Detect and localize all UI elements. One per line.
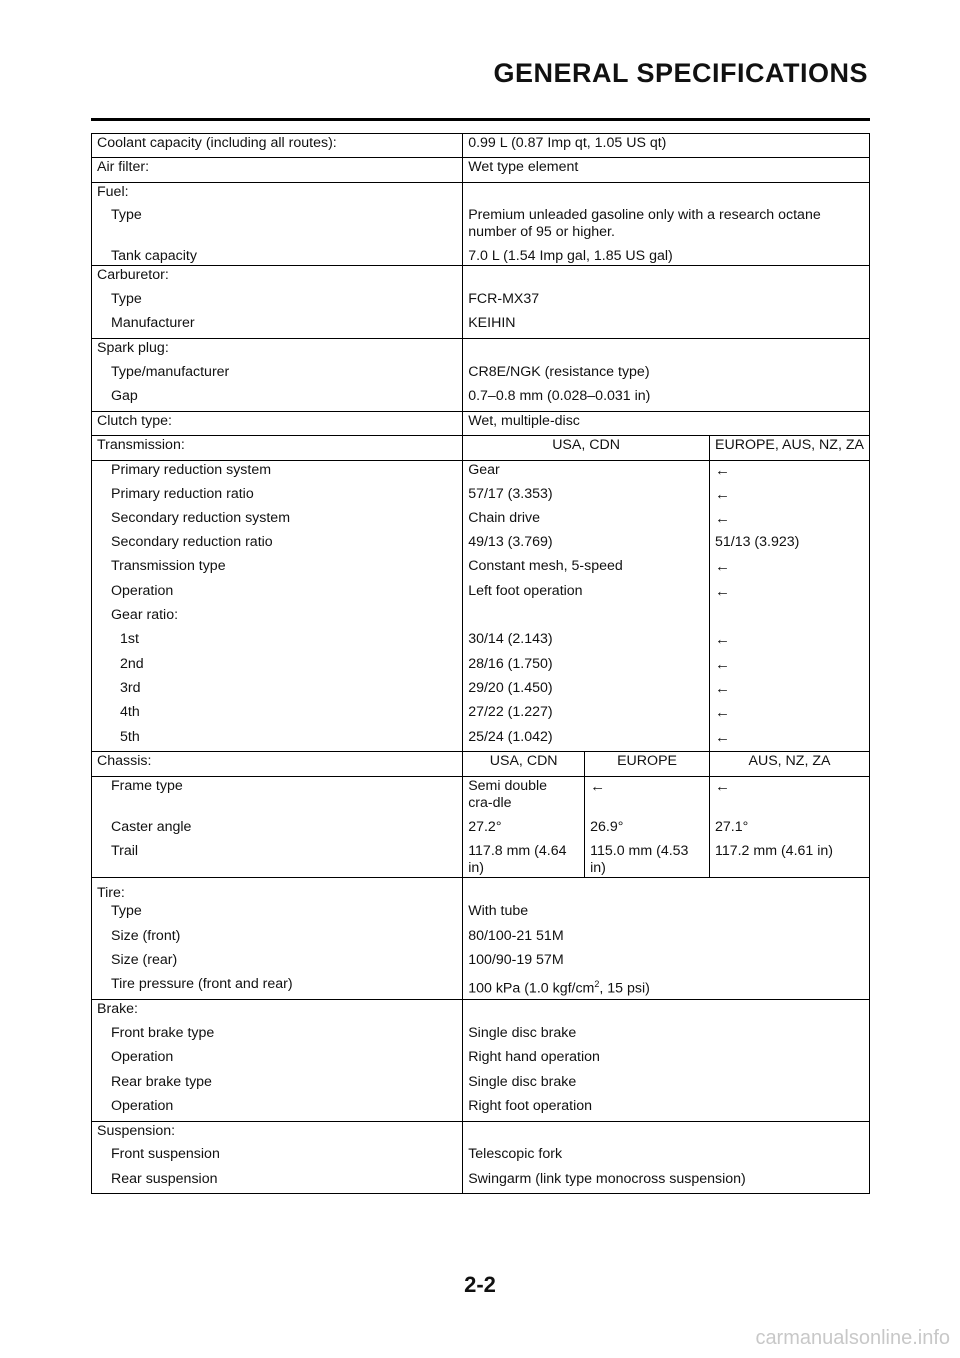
- chassis-item-label: Caster angle: [92, 812, 463, 836]
- brake-item-value: Single disc brake: [468, 1073, 577, 1090]
- gear-usa: 30/14 (2.143): [463, 630, 710, 654]
- suspension-item-value: Swingarm (link type monocross suspension): [468, 1170, 746, 1187]
- spark-plug-section: [92, 339, 870, 412]
- chassis-item-aus: 27.1°: [714, 818, 749, 835]
- gear-usa: 29/20 (1.450): [463, 679, 710, 703]
- gear-europe: ←: [714, 728, 730, 746]
- tire-pressure-tail: , 15 psi): [599, 981, 650, 998]
- gear-usa: 25/24 (1.042): [463, 728, 710, 752]
- suspension-item-label: Front suspension: [92, 1145, 463, 1169]
- carburetor-type-label: Type: [92, 290, 463, 314]
- tire-label: Tire:: [92, 878, 463, 903]
- tire-item-value: With tube: [468, 903, 529, 920]
- transmission-col-europe: EUROPE, AUS, NZ, ZA: [714, 437, 864, 454]
- chassis-item-usa: Semi double cra-dle: [463, 776, 585, 812]
- gear-label: 5th: [92, 728, 463, 752]
- spec-table: [91, 133, 870, 1194]
- watermark: carmanualsonline.info: [755, 1327, 950, 1349]
- trans-item-label: Primary reduction ratio: [92, 485, 463, 509]
- transmission-section: [92, 436, 870, 752]
- carburetor-section: [92, 266, 870, 339]
- trans-item-usa: Constant mesh, 5-speed: [463, 557, 710, 581]
- gear-label: 1st: [92, 630, 463, 654]
- tire-pressure-superscript: 2: [594, 979, 600, 990]
- gear-europe: ←: [714, 704, 730, 722]
- fuel-type-label: Type: [92, 206, 463, 241]
- title-rule: [91, 118, 870, 121]
- trans-item-usa: Gear: [463, 460, 710, 484]
- page-title: GENERAL SPECIFICATIONS: [493, 58, 868, 88]
- gear-europe: ←: [714, 679, 730, 697]
- trans-item-europe: 51/13 (3.923): [714, 534, 800, 551]
- trans-item-label: Gear ratio:: [92, 606, 463, 630]
- suspension-section: [92, 1121, 870, 1194]
- gear-label: 2nd: [92, 655, 463, 679]
- clutch-value: Wet, multiple-disc: [468, 413, 580, 430]
- spark-plug-type-value: CR8E/NGK (resistance type): [468, 364, 650, 381]
- suspension-label: Suspension:: [92, 1121, 463, 1145]
- brake-item-label: Front brake type: [92, 1024, 463, 1048]
- suspension-item-label: Rear suspension: [92, 1170, 463, 1194]
- gear-usa: 28/16 (1.750): [463, 655, 710, 679]
- gear-europe: ←: [714, 655, 730, 673]
- trans-item-europe: ←: [714, 485, 730, 503]
- chassis-col-europe: EUROPE: [585, 752, 710, 776]
- coolant-label: Coolant capacity (including all routes):: [92, 134, 463, 158]
- trans-item-europe: ←: [714, 509, 730, 527]
- gear-europe: ←: [714, 631, 730, 649]
- transmission-col-usa: USA, CDN: [463, 436, 710, 460]
- trans-item-europe: ←: [714, 582, 730, 600]
- trans-item-europe: [709, 606, 869, 630]
- tire-section: [92, 878, 870, 1000]
- brake-item-value: Right hand operation: [468, 1049, 600, 1066]
- chassis-item-usa: 27.2°: [463, 812, 585, 836]
- trans-item-label: Secondary reduction system: [92, 509, 463, 533]
- brake-item-value: Single disc brake: [468, 1024, 577, 1041]
- chassis-label: Chassis:: [92, 752, 463, 776]
- chassis-item-europe: 26.9°: [585, 812, 710, 836]
- coolant-section: [92, 134, 870, 158]
- trans-item-usa: 57/17 (3.353): [463, 485, 710, 509]
- fuel-section: [92, 182, 870, 266]
- fuel-tank-label: Tank capacity: [92, 241, 463, 266]
- chassis-item-label: Frame type: [92, 776, 463, 812]
- tire-item-value: 80/100-21 51M: [468, 927, 564, 944]
- brake-section: [92, 1000, 870, 1121]
- air-filter-label: Air filter:: [92, 158, 463, 182]
- trans-item-usa: Left foot operation: [463, 582, 710, 606]
- chassis-item-aus: 117.2 mm (4.61 in): [714, 842, 834, 859]
- tire-item-label: Size (front): [92, 927, 463, 951]
- spark-plug-type-label: Type/manufacturer: [92, 363, 463, 387]
- fuel-type-value: Premium unleaded gasoline only with a research octane number of 95 or higher.: [468, 207, 821, 241]
- chassis-item-europe: ←: [585, 776, 710, 812]
- trans-item-label: Primary reduction system: [92, 460, 463, 484]
- chassis-item-europe: 115.0 mm (4.53 in): [585, 836, 710, 878]
- tire-item-value: 100/90-19 57M: [468, 952, 564, 969]
- tire-pressure-label: Tire pressure (front and rear): [92, 975, 463, 999]
- brake-item-label: Operation: [92, 1097, 463, 1121]
- tire-pressure-main: 100 kPa (1.0 kgf/cm: [468, 981, 595, 998]
- page-number: 2-2: [464, 1272, 496, 1297]
- gear-label: 3rd: [92, 679, 463, 703]
- trans-item-label: Transmission type: [92, 557, 463, 581]
- chassis-item-aus: ←: [714, 777, 730, 795]
- trans-item-usa: Chain drive: [463, 509, 710, 533]
- chassis-section: [92, 752, 870, 878]
- brake-label: Brake:: [92, 1000, 463, 1024]
- clutch-section: [92, 412, 870, 436]
- carburetor-type-value: FCR-MX37: [468, 291, 540, 308]
- transmission-label: Transmission:: [92, 436, 463, 460]
- trans-item-label: Operation: [92, 582, 463, 606]
- carburetor-mfr-value: KEIHIN: [468, 315, 516, 332]
- spark-plug-gap-value: 0.7–0.8 mm (0.028–0.031 in): [468, 388, 651, 405]
- chassis-col-aus: AUS, NZ, ZA: [748, 753, 831, 770]
- trans-item-label: Secondary reduction ratio: [92, 533, 463, 557]
- air-filter-section: [92, 158, 870, 182]
- brake-item-label: Rear brake type: [92, 1073, 463, 1097]
- gear-label: 4th: [92, 703, 463, 727]
- trans-item-usa: 49/13 (3.769): [463, 533, 710, 557]
- fuel-tank-value: 7.0 L (1.54 Imp gal, 1.85 US gal): [468, 248, 673, 265]
- gear-usa: 27/22 (1.227): [463, 703, 710, 727]
- chassis-item-label: Trail: [92, 836, 463, 878]
- chassis-col-usa: USA, CDN: [463, 752, 585, 776]
- tire-item-label: Type: [92, 902, 463, 926]
- brake-item-label: Operation: [92, 1048, 463, 1072]
- trans-item-usa: [463, 606, 710, 630]
- tire-item-label: Size (rear): [92, 951, 463, 975]
- suspension-item-value: Telescopic fork: [468, 1146, 563, 1163]
- spark-plug-gap-label: Gap: [92, 387, 463, 411]
- carburetor-label: Carburetor:: [92, 266, 463, 290]
- clutch-label: Clutch type:: [92, 412, 463, 436]
- trans-item-europe: ←: [714, 461, 730, 479]
- brake-item-value: Right foot operation: [468, 1097, 593, 1114]
- carburetor-mfr-label: Manufacturer: [92, 314, 463, 338]
- spark-plug-label: Spark plug:: [92, 339, 463, 363]
- tire-pressure-value: [463, 975, 870, 999]
- air-filter-value: Wet type element: [468, 159, 579, 176]
- fuel-label: Fuel:: [92, 182, 463, 206]
- chassis-item-usa: 117.8 mm (4.64 in): [463, 836, 585, 878]
- trans-item-europe: ←: [714, 558, 730, 576]
- coolant-value: 0.99 L (0.87 Imp qt, 1.05 US qt): [468, 135, 667, 151]
